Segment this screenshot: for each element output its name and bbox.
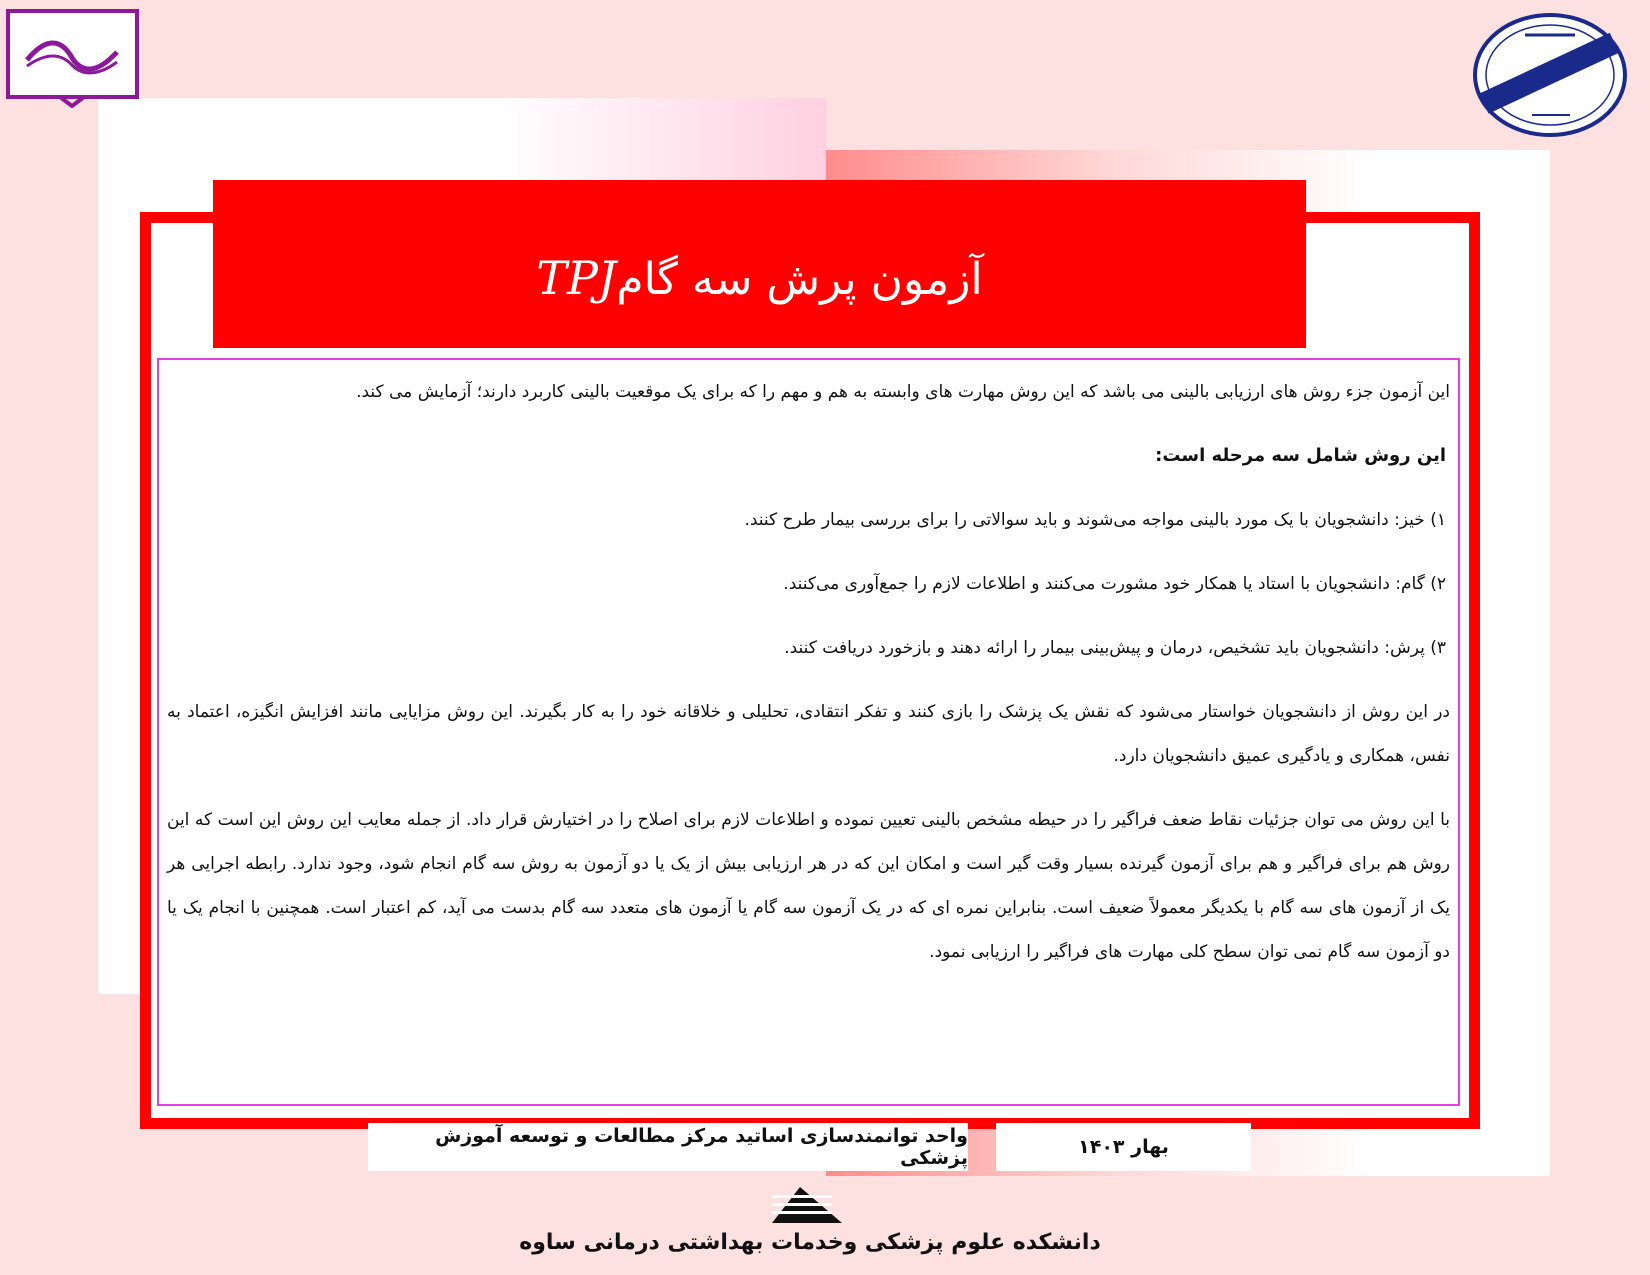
step-2: ۲) گام: دانشجویان با استاد یا همکار خود مشورت می‌کنند و اطلاعات لازم را جمع‌آوری می‌کنند. — [783, 574, 1446, 594]
content-box — [157, 358, 1460, 1106]
footer-unit-label — [368, 1123, 968, 1171]
institution-logo-icon — [770, 1185, 845, 1225]
advantages-paragraph: در این روش از دانشجویان خواستار می‌شود که نقش یک پزشک را بازی کنند و تفکر انتقادی، تحلیلی و خلاقانه خود را به کار بگیرند. این روش مزایایی مانند افزایش انگیزه، اعتماد به نفس، همکاری و یادگیری عمیق دانشجویان دارد. — [167, 702, 1450, 766]
page-title — [536, 223, 982, 305]
disadvantages-paragraph: با این روش می توان جزئیات نقاط ضعف فراگیر را در حیطه مشخص بالینی تعیین نموده و اطلاعات لازم برای اصلاح را در اختیارش قرار داد. از جمله معایب این روش این است که این روش هم برای فراگیر و هم برای آزمون گیرنده بسیار وقت گیر است و امکان این که در هر ارزیابی بیش از یک یا دو آزمون به روش سه گام انجام شود، وجود ندارد. رابطه اجرایی هر یک از آزمون های سه گام با یکدیگر معمولاً ضعیف است. بنابراین نمره ای که در یک آزمون سه گام یا آزمون های متعدد سه گام بدست می آید، کم اعتبار است. همچنین با انجام یک یا دو آزمون سه گام نمی توان سطح کلی مهارت های فراگیر را ارزیابی نمود. — [167, 810, 1450, 962]
footer-date-text: بهار ۱۴۰۳ — [1078, 1136, 1169, 1158]
book-logo-icon — [5, 8, 140, 108]
step-3: ۳) پرش: دانشجویان باید تشخیص، درمان و پیش‌بینی بیمار را ارائه دهند و بازخورد دریافت کنند. — [784, 638, 1446, 658]
title-prefix: آزمون پرش سه گام — [616, 254, 983, 305]
university-seal-icon — [1470, 10, 1630, 140]
title-abbreviation: TPJ — [536, 251, 617, 305]
footer-date-label — [996, 1123, 1251, 1171]
steps-heading: این روش شامل سه مرحله است: — [1155, 445, 1446, 466]
title-banner — [213, 180, 1306, 348]
footer-unit-text: واحد توانمندسازی اساتید مرکز مطالعات و توسعه آموزش پزشکی — [435, 1125, 968, 1169]
intro-paragraph: این آزمون جزء روش های ارزیابی بالینی می باشد که این روش مهارت های وابسته به هم و مهم را که برای یک موقعیت بالینی کاربرد دارند؛ آزمایش می کند. — [356, 382, 1450, 402]
step-1: ۱) خیز: دانشجویان با یک مورد بالینی مواجه می‌شوند و باید سوالاتی را برای بررسی بیمار طرح کنند. — [744, 510, 1446, 530]
institution-name: دانشکده علوم پزشکی وخدمات بهداشتی درمانی ساوه — [519, 1230, 1101, 1255]
